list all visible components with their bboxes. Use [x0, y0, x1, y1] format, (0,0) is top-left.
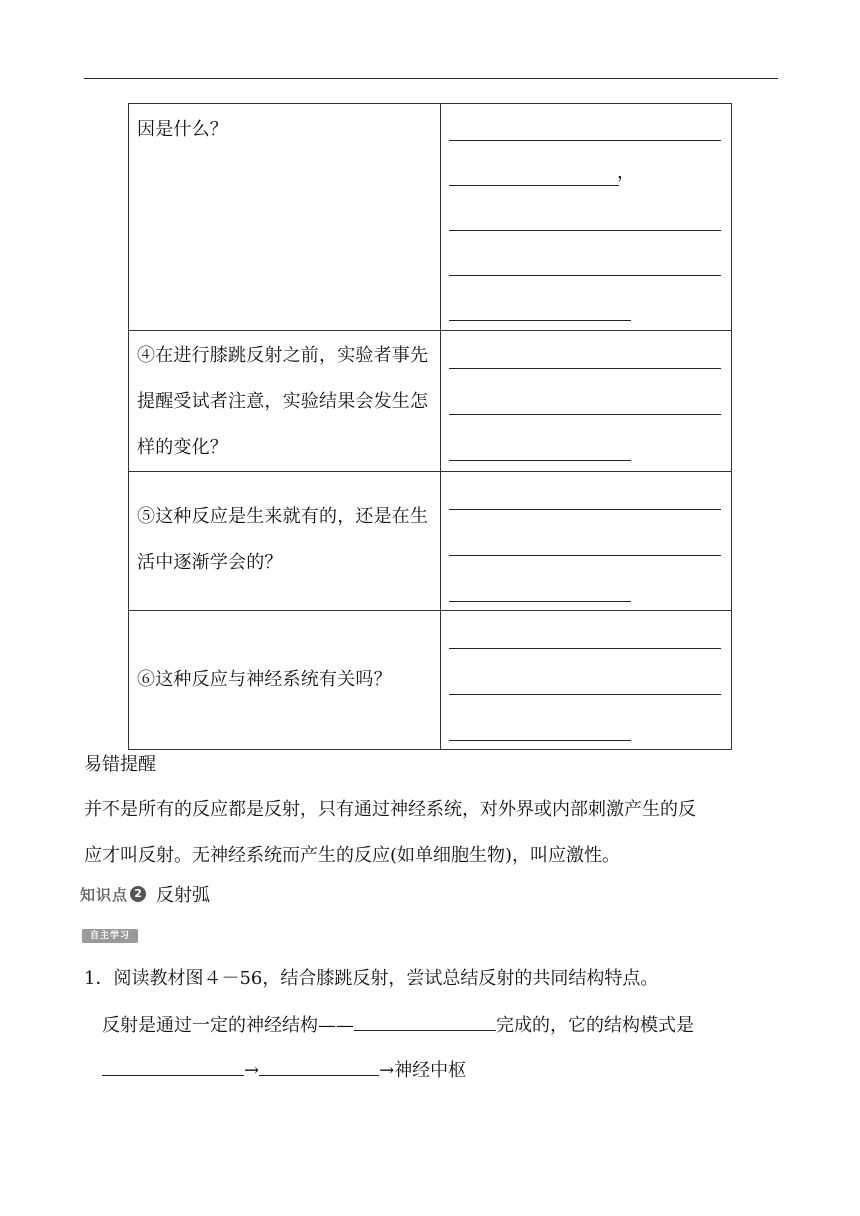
- question-text: 因是什么？: [137, 119, 228, 140]
- reminder-line: 并不是所有的反应都是反射，只有通过神经系统，对外界或内部刺激产生的反: [84, 799, 696, 820]
- answer-blank[interactable]: [441, 423, 731, 469]
- answer-blank[interactable]: [441, 564, 731, 610]
- reminder-title: 易错提醒: [84, 754, 156, 775]
- question-1-line-2: [102, 1011, 694, 1037]
- answer-cell: [441, 104, 732, 331]
- knowledge-point-title: 反射弧: [156, 885, 211, 906]
- knowledge-point-number: 2: [130, 886, 146, 902]
- answer-blank[interactable]: [102, 1057, 244, 1076]
- answer-cell: [441, 472, 732, 611]
- question-cell: [129, 611, 441, 750]
- answer-blank[interactable]: [441, 104, 731, 149]
- header-rule: [84, 78, 778, 79]
- answer-blank[interactable]: [354, 1012, 496, 1031]
- table-row: [129, 331, 732, 472]
- section-tag: 自主学习: [82, 929, 138, 943]
- answer-blank[interactable]: [441, 194, 731, 239]
- knowledge-point-label: 知识点: [80, 885, 129, 904]
- knowledge-point-heading: [80, 881, 210, 907]
- answer-blank[interactable]: [441, 284, 731, 329]
- table-row: [129, 104, 732, 331]
- question-number: 1．: [84, 968, 114, 989]
- answer-blank[interactable]: [441, 611, 731, 657]
- answer-blank[interactable]: [441, 472, 731, 518]
- arrow-text: →: [244, 1060, 260, 1081]
- answer-blank[interactable]: [441, 239, 731, 284]
- reminder-line: 应才叫反射。无神经系统而产生的反应(如单细胞生物)，叫应激性。: [84, 845, 621, 866]
- arrow-text: →: [379, 1060, 395, 1081]
- answer-cell: [441, 611, 732, 750]
- question-1: [84, 964, 658, 990]
- question-text: 阅读教材图４－56，结合膝跳反射，尝试总结反射的共同结构特点。: [113, 968, 659, 989]
- answer-blank[interactable]: [441, 518, 731, 564]
- comma: ，: [617, 162, 635, 183]
- question-text: 完成的，它的结构模式是: [496, 1015, 694, 1036]
- question-text: 神经中枢: [394, 1060, 467, 1081]
- answer-blank[interactable]: [441, 331, 731, 377]
- question-table: [128, 103, 732, 750]
- question-text: ⑥这种反应与神经系统有关吗？: [137, 669, 392, 690]
- question-cell: [129, 472, 441, 611]
- answer-blank[interactable]: [441, 703, 731, 749]
- question-text: 反射是通过一定的神经结构——: [102, 1015, 354, 1036]
- answer-blank[interactable]: [441, 657, 731, 703]
- answer-blank[interactable]: [441, 377, 731, 423]
- question-text: ④在进行膝跳反射之前，实验者事先提醒受试者注意，实验结果会发生怎样的变化？: [137, 345, 429, 458]
- answer-cell: [441, 331, 732, 472]
- answer-blank[interactable]: [259, 1057, 379, 1076]
- question-text: ⑤这种反应是生来就有的，还是在生活中逐渐学会的？: [137, 506, 429, 573]
- table-row: [129, 611, 732, 750]
- table-row: [129, 472, 732, 611]
- question-cell: [129, 104, 441, 331]
- answer-blank[interactable]: [441, 149, 731, 194]
- question-cell: [129, 331, 441, 472]
- question-1-line-3: [102, 1056, 466, 1082]
